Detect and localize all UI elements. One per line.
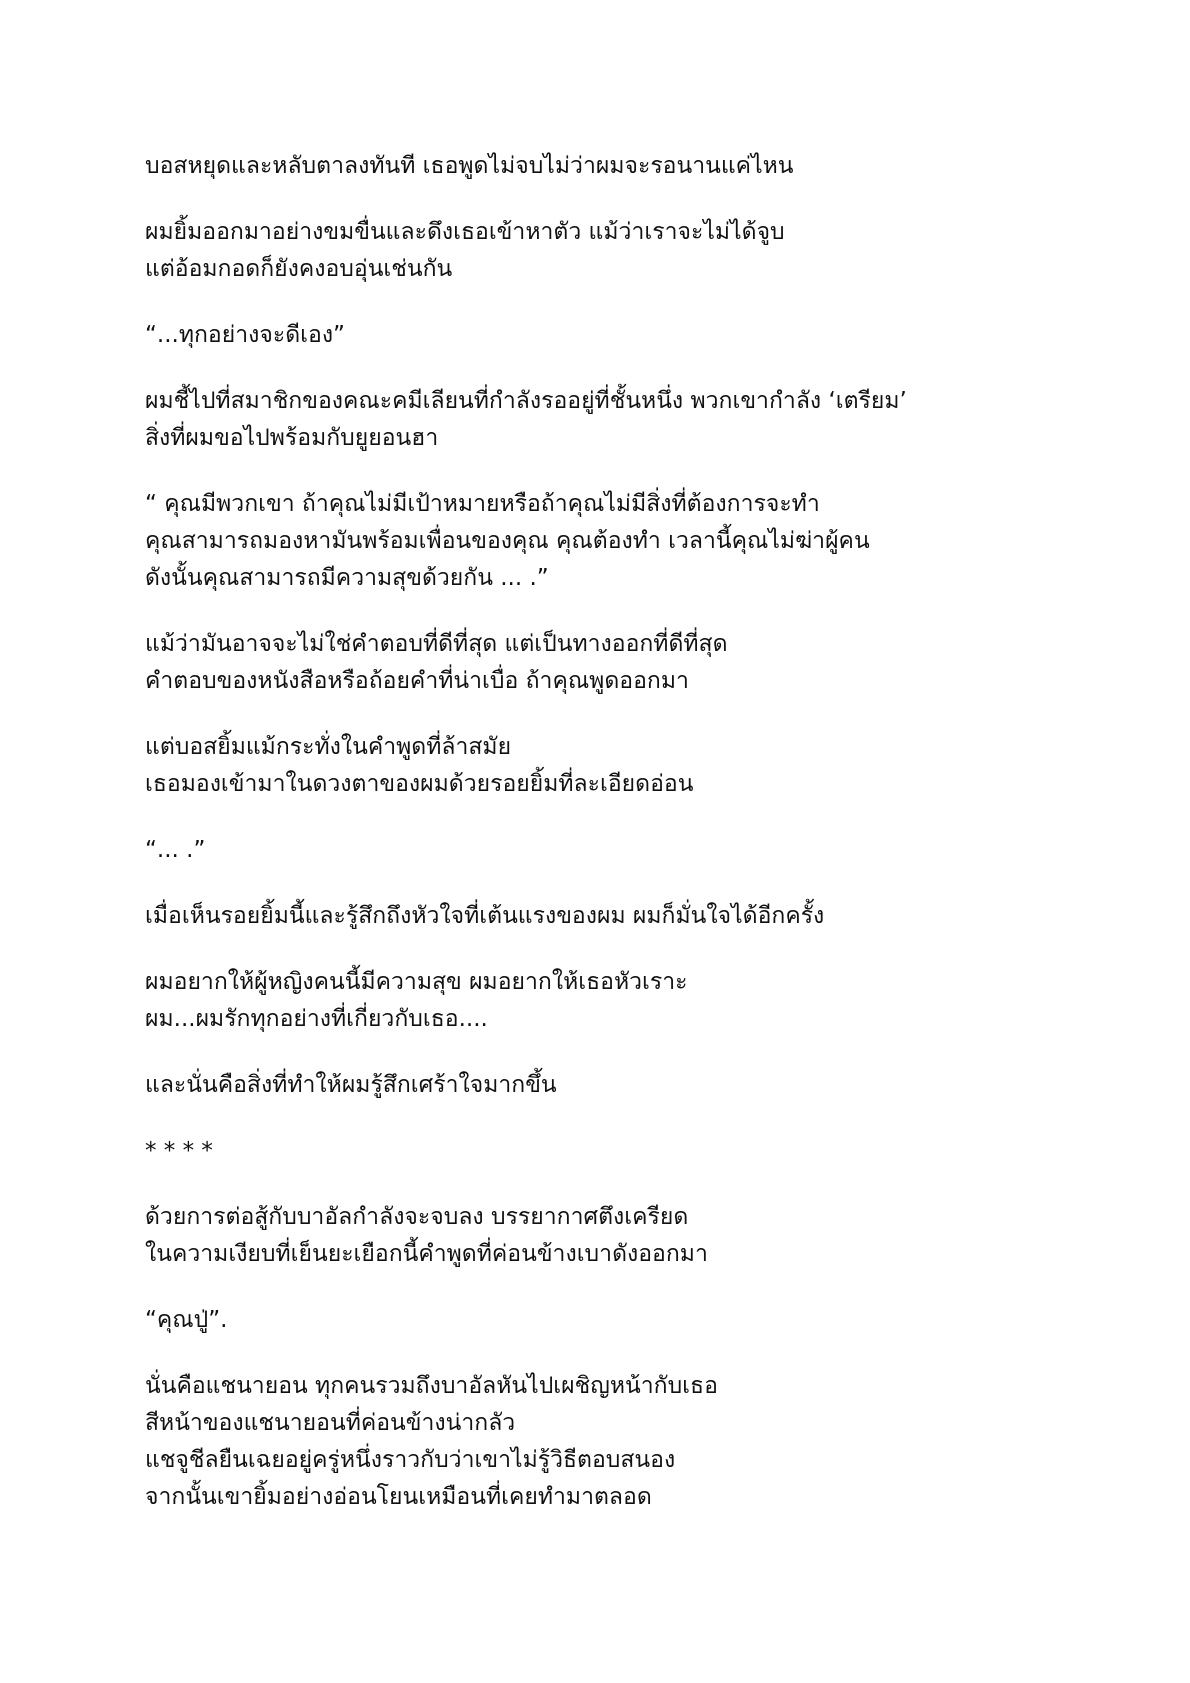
paragraph bbox=[145, 486, 1070, 597]
text-line: แต่อ้อมกอดก็ยังคงอบอุ่นเช่นกัน bbox=[145, 256, 453, 282]
text-line: เมื่อเห็นรอยยิ้มนี้และรู้สึกถึงหัวใจที่เต้นแรงของผม ผมก็มั่นใจได้อีกครั้ง bbox=[145, 903, 825, 929]
text-line: “ คุณมีพวกเขา ถ้าคุณไม่มีเป้าหมายหรือถ้าคุณไม่มีสิ่งที่ต้องการจะทำ bbox=[145, 491, 820, 517]
paragraph bbox=[145, 383, 1070, 457]
text-line: ด้วยการต่อสู้กับบาอัลกำลังจะจบลง บรรยากาศตึงเครียด bbox=[145, 1204, 689, 1230]
text-line: “คุณปู่”. bbox=[145, 1307, 228, 1333]
text-line: ผม...ผมรักทุกอย่างที่เกี่ยวกับเธอ.... bbox=[145, 1006, 488, 1032]
text-line: “...ทุกอย่างจะดีเอง” bbox=[145, 322, 345, 348]
paragraph bbox=[145, 148, 1070, 185]
text-line: แชจูชีลยืนเฉยอยู่ครู่หนึ่งราวกับว่าเขาไม่รู้วิธีตอบสนอง bbox=[145, 1447, 676, 1473]
text-line: * * * * bbox=[145, 1138, 213, 1164]
paragraph bbox=[145, 898, 1070, 935]
text-line: คุณสามารถมองหามันพร้อมเพื่อนของคุณ คุณต้องทำ เวลานี้คุณไม่ฆ่าผู้คน bbox=[145, 528, 870, 554]
text-line: บอสหยุดและหลับตาลงทันที เธอพูดไม่จบไม่ว่าผมจะรอนานแค่ไหน bbox=[145, 153, 794, 179]
paragraph bbox=[145, 1302, 1070, 1339]
text-line: สิ่งที่ผมขอไปพร้อมกับยูยอนฮา bbox=[145, 425, 439, 451]
text-line: เธอมองเข้ามาในดวงตาของผมด้วยรอยยิ้มที่ละเอียดอ่อน bbox=[145, 771, 694, 797]
text-line: นั่นคือแชนายอน ทุกคนรวมถึงบาอัลหันไปเผชิญหน้ากับเธอ bbox=[145, 1373, 718, 1399]
paragraph bbox=[145, 832, 1070, 869]
text-line: คำตอบของหนังสือหรือถ้อยคำที่น่าเบื่อ ถ้าคุณพูดออกมา bbox=[145, 668, 689, 694]
paragraph bbox=[145, 317, 1070, 354]
text-line: ผมอยากให้ผู้หญิงคนนี้มีความสุข ผมอยากให้เธอหัวเราะ bbox=[145, 969, 688, 995]
text-line: ผมยิ้มออกมาอย่างขมขื่นและดึงเธอเข้าหาตัว แม้ว่าเราจะไม่ได้จูบ bbox=[145, 219, 785, 245]
text-line: จากนั้นเขายิ้มอย่างอ่อนโยนเหมือนที่เคยทำมาตลอด bbox=[145, 1484, 652, 1510]
text-line: และนั่นคือสิ่งที่ทำให้ผมรู้สึกเศร้าใจมากขึ้น bbox=[145, 1072, 557, 1098]
paragraph bbox=[145, 214, 1070, 288]
paragraph bbox=[145, 626, 1070, 700]
paragraph bbox=[145, 729, 1070, 803]
text-line: “... .” bbox=[145, 837, 206, 863]
paragraph bbox=[145, 1067, 1070, 1104]
paragraph bbox=[145, 1368, 1070, 1516]
text-line: แต่บอสยิ้มแม้กระทั่งในคำพูดที่ล้าสมัย bbox=[145, 734, 512, 760]
text-line: ผมชี้ไปที่สมาชิกของคณะคมีเลียนที่กำลังรออยู่ที่ชั้นหนึ่ง พวกเขากำลัง ‘เตรียม’ bbox=[145, 388, 907, 414]
text-line: ดังนั้นคุณสามารถมีความสุขด้วยกัน ... .” bbox=[145, 565, 549, 591]
text-line: แม้ว่ามันอาจจะไม่ใช่คำตอบที่ดีที่สุด แต่เป็นทางออกที่ดีที่สุด bbox=[145, 631, 728, 657]
text-line: ในความเงียบที่เย็นยะเยือกนี้คำพูดที่ค่อนข้างเบาดังออกมา bbox=[145, 1241, 708, 1267]
paragraph bbox=[145, 1199, 1070, 1273]
text-line: สีหน้าของแชนายอนที่ค่อนข้างน่ากลัว bbox=[145, 1410, 516, 1436]
paragraph bbox=[145, 964, 1070, 1038]
scene-break bbox=[145, 1133, 1070, 1170]
